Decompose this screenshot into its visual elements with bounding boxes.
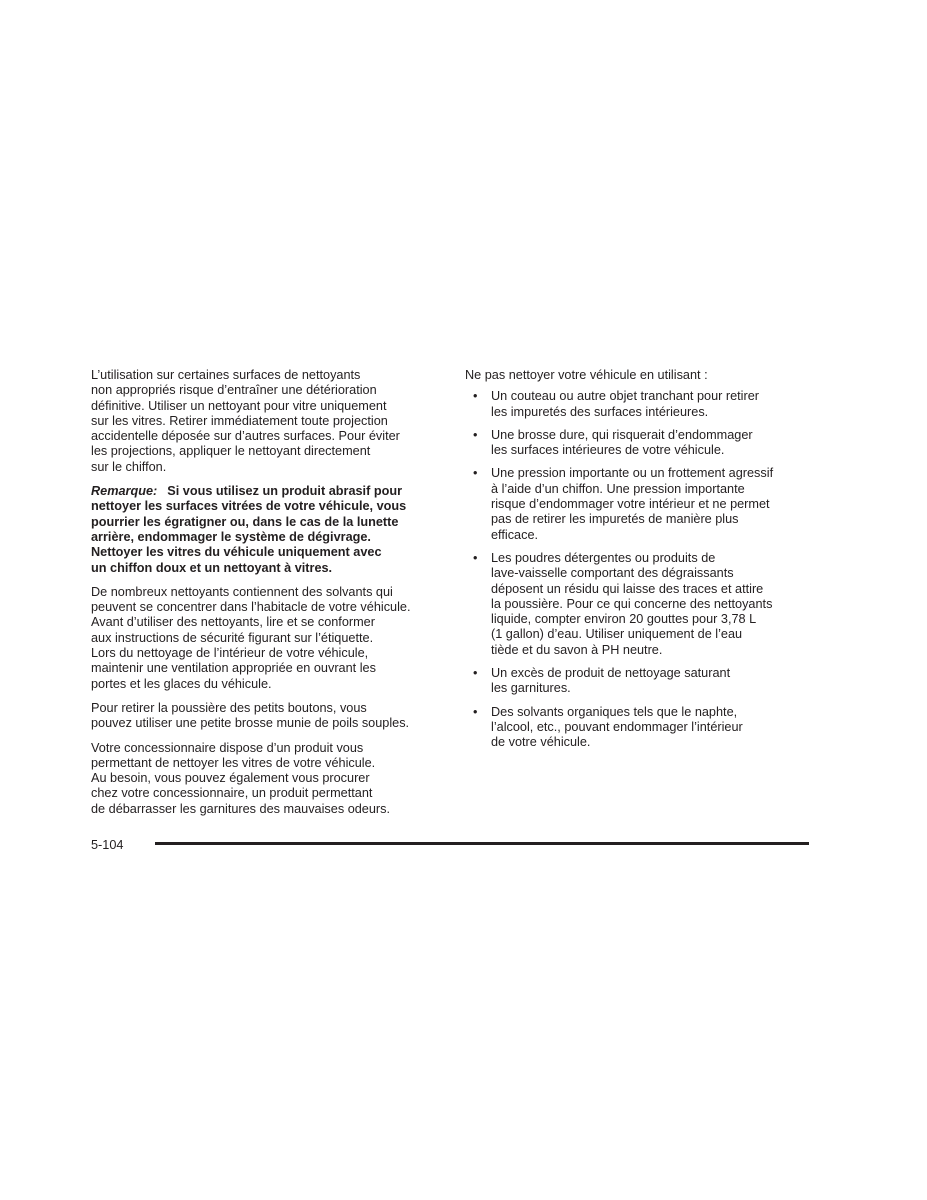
list-item	[465, 666, 810, 697]
page-number: 5-104	[91, 838, 124, 852]
list-item	[465, 389, 810, 420]
paragraph-solvents-ventilation: De nombreux nettoyants contiennent des solvants qui peuvent se concentrer dans l’habitacle de votre véhicule. Avant d’utiliser des nettoyants, lire et se conformer aux instructions de sécurité figurant sur l’étiquette. Lors du nettoyage de l’intérieur de votre véhicule, maintenir une ventilation appropriée en ouvrant les portes et les glaces du véhicule.	[91, 584, 411, 691]
note-text: Si vous utilisez un produit abrasif pour nettoyer les surfaces vitrées de votre véhicule, vous pourrier les égratigner ou, dans le cas de la lunette arrière, endommager le système de dégivrage. Nettoyer les vitres du véhicule uniquement avec un chiffon doux et un nettoyant à vitres.	[91, 484, 407, 575]
list-intro: Ne pas nettoyer votre véhicule en utilisant :	[465, 368, 708, 382]
list-item	[465, 466, 810, 542]
bullet-icon: •	[473, 427, 478, 442]
bullet-icon: •	[473, 704, 478, 719]
list-item-text: Une pression importante ou un frottement agressif à l’aide d’un chiffon. Une pression importante risque d’endommager votre intérieur et ne permet pas de retirer les impuretés de manière plus efficace.	[491, 466, 774, 542]
list-item	[465, 705, 810, 751]
paragraph-dust-buttons: Pour retirer la poussière des petits boutons, vous pouvez utiliser une petite brosse munie de poils souples.	[91, 700, 410, 731]
list-item-text: Un excès de produit de nettoyage saturant les garnitures.	[491, 666, 731, 696]
note-label: Remarque:	[91, 484, 158, 499]
list-item-text: Un couteau ou autre objet tranchant pour retirer les impuretés des surfaces intérieures.	[491, 389, 760, 419]
list-item-text: Des solvants organiques tels que le naphte, l’alcool, etc., pouvant endommager l’intérieur de votre véhicule.	[491, 704, 743, 750]
right-column	[465, 368, 810, 759]
list-item	[465, 428, 810, 459]
bullet-icon: •	[473, 666, 478, 681]
left-column	[91, 368, 441, 826]
paragraph-unsuitable-cleaners: L’utilisation sur certaines surfaces de nettoyants non appropriés risque d’entraîner une détérioration définitive. Utiliser un nettoyant pour vitre uniquement sur les vitres. Retirer immédiatement toute projection accidentelle déposée sur d’autres surfaces. Pour éviter les projections, appliquer le nettoyant directement sur le chiffon.	[91, 368, 400, 474]
bullet-icon: •	[473, 466, 478, 481]
list-item	[465, 551, 810, 658]
paragraph-dealer-products: Votre concessionnaire dispose d’un produit vous permettant de nettoyer les vitres de votre véhicule. Au besoin, vous pouvez également vous procurer chez votre concessionnaire, un produit permettant de débarrasser les garnitures des mauvaises odeurs.	[91, 740, 391, 816]
do-not-use-list	[465, 389, 810, 750]
bullet-icon: •	[473, 389, 478, 404]
list-item-text: Une brosse dure, qui risquerait d’endommager les surfaces intérieures de votre véhicule.	[491, 427, 753, 458]
list-item-text: Les poudres détergentes ou produits de lave-vaisselle comportant des dégraissants déposent un résidu qui laisse des traces et attire la poussière. Pour ce qui concerne des nettoyants liquide, compter environ 20 gouttes pour 3,78 L (1 gallon) d’eau. Utiliser uniquement de l’eau tiède et du savon à PH neutre.	[491, 550, 773, 657]
bullet-icon: •	[473, 550, 478, 565]
footer-rule	[155, 842, 809, 845]
note-paragraph	[91, 484, 441, 576]
